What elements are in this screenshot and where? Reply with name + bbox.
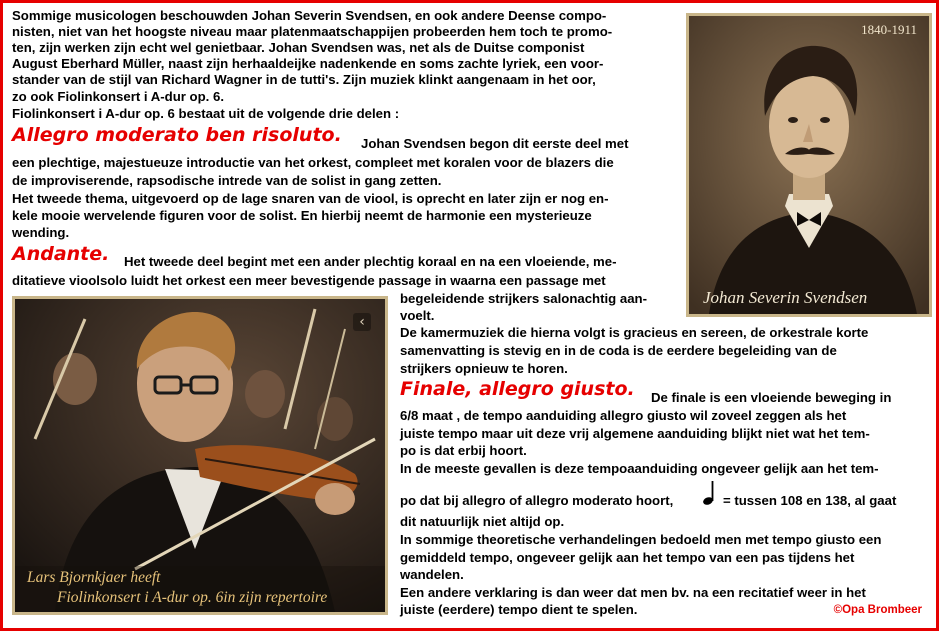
section-text-line: De kamermuziek die hierna volgt is gracieus en sereen, de orkestrale korte bbox=[400, 325, 869, 340]
section-heading: Allegro moderato ben risoluto. bbox=[12, 124, 342, 146]
section-text-line: ditatieve vioolsolo luidt het orkest een meer bevestigende passage in waarna een passage met bbox=[12, 273, 606, 288]
chevron-left-icon: ‹ bbox=[359, 314, 365, 330]
portrait-years: 1840-1911 bbox=[861, 22, 917, 37]
section-heading: Andante. bbox=[12, 243, 110, 265]
section-text-line: wending. bbox=[12, 225, 70, 240]
intro-line: Sommige musicologen beschouwden Johan Severin Svendsen, en ook andere Deense compo- bbox=[12, 8, 607, 23]
intro-line: stander van de stijl van Richard Wagner in de tutti's. Zijn muziek klinkt aangenaam in het oor, bbox=[12, 72, 596, 87]
photo-arrow-button[interactable] bbox=[353, 313, 371, 331]
section-text-line: 6/8 maat , de tempo aanduiding allegro giusto wil zoveel zeggen als het bbox=[400, 408, 847, 423]
section-text-line: po dat bij allegro of allegro moderato hoort, bbox=[400, 493, 674, 508]
section-text-line: gemiddeld tempo, ongeveer gelijk aan het tempo van een pas tijdens het bbox=[400, 550, 855, 565]
section-text-line: samenvatting is stevig en in de coda is de eerdere begeleiding van de bbox=[400, 343, 837, 358]
portrait-caption: Johan Severin Svendsen bbox=[703, 288, 868, 307]
section-text-line: de improviserende, rapsodische intrede van de solist in gang zetten. bbox=[12, 173, 442, 188]
section-text-line: Een andere verklaring is dan weer dat men bv. na een recitatief weer in het bbox=[400, 585, 866, 600]
section-text-line: De finale is een vloeiende beweging in bbox=[651, 390, 892, 405]
section-text-line: Het tweede thema, uitgevoerd op de lage snaren van de viool, is oprecht en later zijn er nog en- bbox=[12, 191, 609, 206]
section-text-line: In de meeste gevallen is deze tempoaanduiding ongeveer gelijk aan het tem- bbox=[400, 461, 879, 476]
intro-line: Fiolinkonsert i A-dur op. 6 bestaat uit de volgende drie delen : bbox=[12, 106, 400, 121]
section-text-line: begeleidende strijkers salonachtig aan- bbox=[400, 291, 647, 306]
violinist-caption-line: Lars Bjornkjaer heeft bbox=[27, 569, 161, 586]
section-text-line: een plechtige, majestueuze introductie van het orkest, compleet met koralen voor de blazers die bbox=[12, 155, 614, 170]
intro-line: zo ook Fiolinkonsert i A-dur op. 6. bbox=[12, 89, 224, 104]
section-text-line: juiste (eerdere) tempo dient te spelen. bbox=[400, 602, 638, 617]
intro-line: ten, zijn werken zijn echt wel genietbaar. Johan Svendsen was, net als de Duitse componist bbox=[12, 40, 585, 55]
quarter-note-icon bbox=[702, 479, 718, 507]
section-heading: Finale, allegro giusto. bbox=[400, 378, 635, 400]
section-text-line: Johan Svendsen begon dit eerste deel met bbox=[361, 136, 629, 151]
violinist-photo bbox=[12, 296, 388, 615]
section-text-line: kele mooie wervelende figuren voor de solist. En hierbij neemt de harmonie een mysterieuze bbox=[12, 208, 592, 223]
portrait-photo bbox=[686, 13, 932, 317]
section-text-line: voelt. bbox=[400, 308, 435, 323]
intro-line: nisten, niet van het hoogste niveau maar platenmaatschappijen probeerden hem toch te promo- bbox=[12, 24, 613, 39]
section-text-line: = tussen 108 en 138, al gaat bbox=[723, 493, 897, 508]
section-text-line: strijkers opnieuw te horen. bbox=[400, 361, 568, 376]
section-text-line: juiste tempo maar uit deze vrij algemene aanduiding blijkt niet wat het tem- bbox=[400, 426, 870, 441]
credit-text: ©Opa Brombeer bbox=[833, 604, 922, 616]
portrait-image bbox=[689, 16, 929, 314]
section-text-line: In sommige theoretische verhandelingen bedoeld men met tempo giusto een bbox=[400, 532, 882, 547]
section-text-line: po is dat erbij hoort. bbox=[400, 443, 527, 458]
section-text-line: wandelen. bbox=[400, 567, 464, 582]
intro-line: August Eberhard Müller, naast zijn herhaaldeijke nadenkende en soms zachte lyriek, een voor- bbox=[12, 56, 604, 71]
section-text-line: Het tweede deel begint met een ander plechtig koraal en na een vloeiende, me- bbox=[124, 254, 617, 269]
violinist-caption-line: Fiolinkonsert i A-dur op. 6in zijn repertoire bbox=[57, 589, 328, 606]
section-text-line: dit natuurlijk niet altijd op. bbox=[400, 514, 565, 529]
